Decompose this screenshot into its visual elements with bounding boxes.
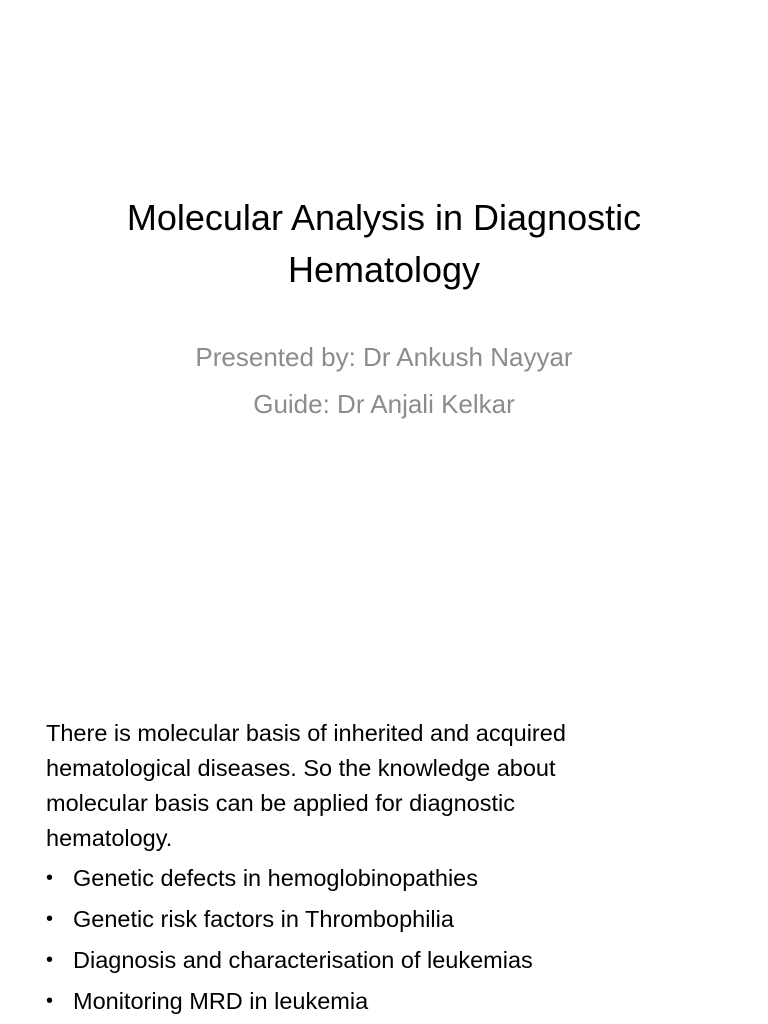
intro-paragraph [46,716,746,856]
bullet-icon: • [46,908,54,930]
list-item [46,940,746,981]
bullet-text: Diagnosis and characterisation of leukemias [73,947,533,973]
title-line: Hematology [287,249,481,290]
list-item [46,858,746,899]
paragraph-line: hematology. [46,825,173,851]
bullet-list [46,858,746,1022]
bullet-text: Monitoring MRD in leukemia [73,988,369,1014]
guide-name: Guide: Dr Anjali Kelkar [253,389,515,419]
presenter-name: Presented by: Dr Ankush Nayyar [195,342,573,372]
paragraph-line: There is molecular basis of inherited and acquired [46,720,566,746]
list-item [46,899,746,940]
bullet-icon: • [46,990,54,1012]
presentation-subtitle [0,334,768,428]
paragraph-line: hematological diseases. So the knowledge about [46,755,556,781]
paragraph-line: molecular basis can be applied for diagnostic [46,790,515,816]
bullet-text: Genetic defects in hemoglobinopathies [73,865,478,891]
bullet-icon: • [46,867,54,889]
bullet-text: Genetic risk factors in Thrombophilia [73,906,454,932]
bullet-icon: • [46,949,54,971]
presentation-title [0,192,768,296]
title-line: Molecular Analysis in Diagnostic [126,197,642,238]
content-slide [0,512,768,1024]
list-item [46,981,746,1022]
